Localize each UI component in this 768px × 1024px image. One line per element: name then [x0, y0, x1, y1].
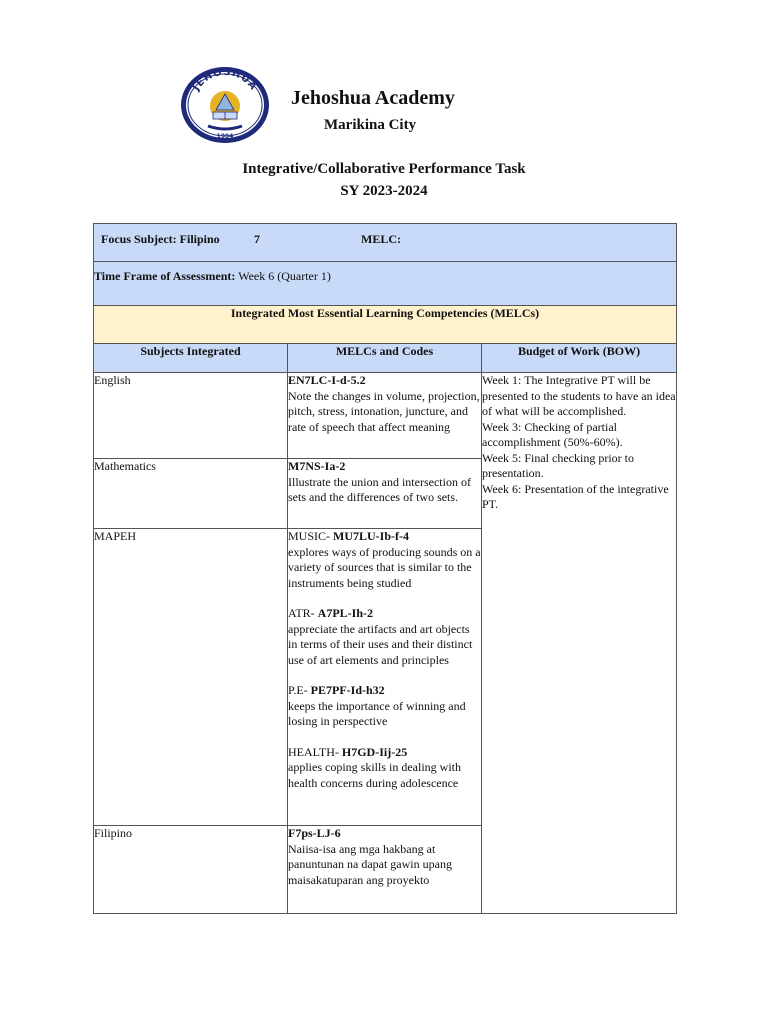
melc-text: Illustrate the union and intersection of sets and the differences of two sets.	[288, 474, 471, 504]
mapeh-arts	[288, 606, 481, 668]
melc-code: PE7PF-Id-h32	[310, 683, 385, 697]
bow-week-5: Week 5: Final checking prior to presentation.	[482, 450, 634, 480]
focus-grade: 7	[254, 232, 260, 246]
melc-code: EN7LC-I-d-5.2	[288, 373, 366, 387]
subject-cell: MAPEH	[94, 529, 288, 826]
bow-week-3: Week 3: Checking of partial accomplishment (50%-60%).	[482, 419, 623, 449]
col-melcs-header: MELCs and Codes	[288, 344, 482, 373]
melc-label: MELC:	[361, 232, 401, 246]
seal-icon	[180, 66, 270, 144]
melc-cell	[288, 373, 482, 459]
bow-week-1: Week 1: The Integrative PT will be presented to the students to have an idea of what will be accomplished.	[482, 373, 676, 418]
melc-text: Naiisa-isa ang mga hakbang at panuntunan na dapat gawin upang maisakatuparan ang proyekto	[288, 841, 452, 887]
melc-cell	[288, 826, 482, 914]
time-frame-row	[94, 262, 677, 306]
subject-cell: Filipino	[94, 826, 288, 914]
integrated-melc-row	[94, 306, 677, 344]
melc-code: F7ps-LJ-6	[288, 826, 341, 840]
svg-text:1994: 1994	[216, 133, 234, 140]
melc-cell	[288, 459, 482, 529]
melc-text: appreciate the artifacts and art objects in terms of their uses and their distinct use of art elements and principles	[288, 621, 473, 667]
melc-cell	[288, 529, 482, 826]
performance-task-table	[93, 223, 677, 914]
table-row-english	[94, 373, 677, 459]
melc-prefix: HEALTH-	[288, 744, 342, 759]
school-seal-logo	[180, 66, 270, 144]
time-frame-value: Week 6 (Quarter 1)	[238, 269, 331, 283]
focus-subject-row	[94, 224, 677, 262]
col-bow-header: Budget of Work (BOW)	[482, 344, 677, 373]
school-year: SY 2023-2024	[340, 183, 428, 199]
melc-text: Note the changes in volume, projection, pitch, stress, intonation, juncture, and rate of speech that affect meaning	[288, 388, 480, 434]
bow-cell	[482, 373, 677, 914]
melc-code: MU7LU-Ib-f-4	[333, 529, 410, 543]
time-frame-label: Time Frame of Assessment:	[94, 269, 236, 283]
mapeh-music	[288, 529, 481, 591]
school-city: Marikina City	[324, 117, 417, 133]
bow-week-6: Week 6: Presentation of the integrative PT.	[482, 481, 669, 511]
melc-prefix: ATR-	[288, 606, 318, 620]
svg-text:JEHOSHUA: JEHOSHUA	[190, 66, 259, 93]
melc-code: H7GD-Iij-25	[341, 744, 408, 759]
integrated-melc-title: Integrated Most Essential Learning Competencies (MELCs)	[94, 306, 677, 344]
melc-prefix: MUSIC-	[288, 529, 334, 543]
melc-text: applies coping skills in dealing with health concerns during adolescence	[288, 760, 461, 790]
mapeh-pe	[288, 683, 481, 730]
subject-cell: Mathematics	[94, 459, 288, 529]
melc-prefix: P.E-	[288, 683, 311, 697]
school-name: Jehoshua Academy	[291, 87, 455, 109]
melc-code: M7NS-Ia-2	[288, 459, 346, 473]
task-title: Integrative/Collaborative Performance Task	[242, 161, 526, 177]
column-header-row	[94, 344, 677, 373]
col-subjects-header: Subjects Integrated	[94, 344, 288, 373]
mapeh-health	[288, 745, 481, 792]
melc-text: keeps the importance of winning and losing in perspective	[288, 698, 466, 728]
melc-text: explores ways of producing sounds on a variety of sources that is similar to the instruments being studied	[288, 544, 481, 590]
melc-code: A7PL-Ih-2	[317, 606, 374, 620]
focus-subject-label: Focus Subject: Filipino	[101, 232, 220, 246]
subject-cell: English	[94, 373, 288, 459]
